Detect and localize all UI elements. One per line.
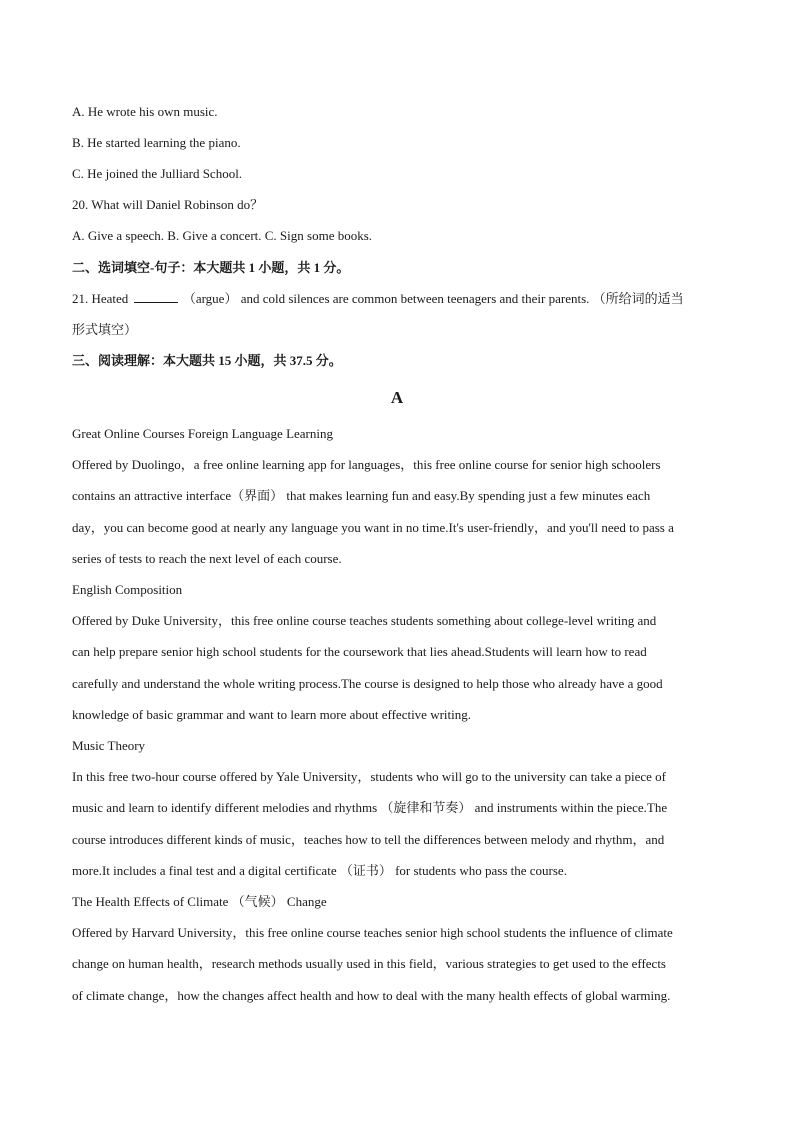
passage-line: of climate change，how the changes affect health and how to deal with the many health effects of global warming. — [72, 988, 671, 1003]
passage-line: day，you can become good at nearly any language you want in no time.It's user-friendly，and you'll need to pass a — [72, 520, 674, 535]
passage-line: change on human health，research methods usually used in this field，various strategies to get used to the effects — [72, 956, 666, 971]
passage-line: English Composition — [72, 582, 183, 597]
passage-line: carefully and understand the whole writing process.The course is designed to help those who already have a good — [72, 676, 663, 691]
passage-line: contains an attractive interface（界面） that makes learning fun and easy.By spending just a few minutes each — [72, 488, 651, 503]
q19-option-c: C. He joined the Julliard School. — [72, 166, 243, 181]
passage-line: The Health Effects of Climate （气候） Change — [72, 894, 327, 909]
q20-stem: 20. What will Daniel Robinson do？ — [72, 197, 264, 212]
q21-line2: 形式填空） — [72, 322, 138, 337]
passage-line: Great Online Courses Foreign Language Learning — [72, 426, 334, 441]
passage-line: can help prepare senior high school students for the coursework that lies ahead.Students will learn how to read — [72, 644, 647, 659]
passage-line: more.It includes a final test and a digital certificate （证书） for students who pass the course. — [72, 863, 567, 878]
passage-line: Offered by Duke University，this free online course teaches students something about college-level writing and — [72, 613, 657, 628]
passage-line: knowledge of basic grammar and want to learn more about effective writing. — [72, 707, 472, 722]
passage-line: music and learn to identify different melodies and rhythms （旋律和节奏） and instruments within the piece.The — [72, 800, 668, 815]
passage-line: course introduces different kinds of music，teaches how to tell the differences between melody and rhythm，and — [72, 832, 665, 847]
passage-line: Music Theory — [72, 738, 146, 753]
q21-suffix: （argue） and cold silences are common between teenagers and their parents. （所给词的适当 — [182, 291, 684, 306]
q21-blank — [134, 290, 178, 303]
passage-line: In this free two-hour course offered by Yale University，students who will go to the university can take a piece of — [72, 769, 667, 784]
passage-line: series of tests to reach the next level of each course. — [72, 551, 342, 566]
passage-line: Offered by Harvard University，this free online course teaches senior high school students the influence of climate — [72, 925, 673, 940]
section2-heading: 二、选词填空-句子：本大题共 1 小题，共 1 分。 — [72, 260, 350, 275]
passage-label: A — [390, 388, 404, 407]
q21-line1 — [72, 290, 732, 308]
q20-options: A. Give a speech. B. Give a concert. C. Sign some books. — [72, 228, 373, 243]
q19-option-a: A. He wrote his own music. — [72, 104, 218, 119]
q19-option-b: B. He started learning the piano. — [72, 135, 241, 150]
passage-line: Offered by Duolingo，a free online learning app for languages，this free online course for senior high schoolers — [72, 457, 661, 472]
section3-heading: 三、阅读理解：本大题共 15 小题，共 37.5 分。 — [72, 353, 342, 368]
q21-prefix: 21. Heated — [72, 291, 129, 306]
